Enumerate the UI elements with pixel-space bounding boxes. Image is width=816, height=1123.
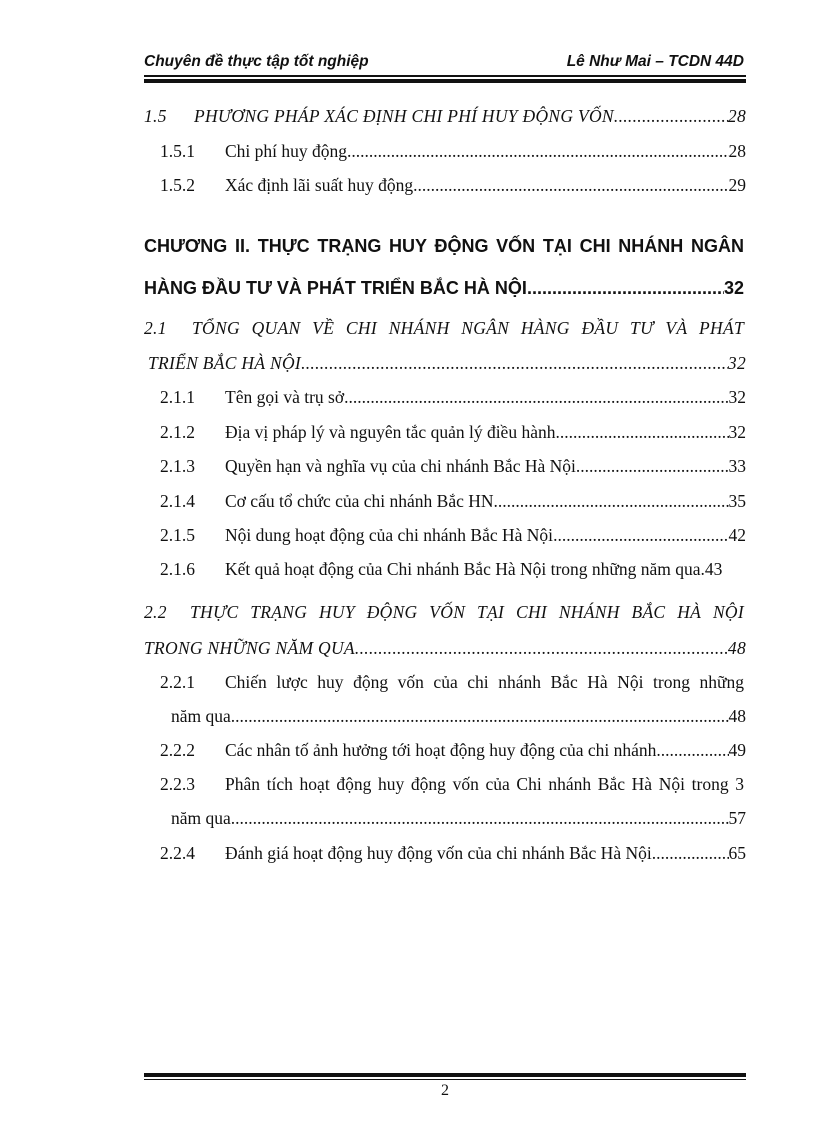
toc-number: 2.1 [144,318,167,338]
toc-title-line1: Chiến lược huy động vốn của chi nhánh Bắc Hà Nội trong những [225,672,744,692]
footer-rule-thin [144,1079,746,1080]
toc-entry-2-2-1[interactable] [144,670,746,730]
toc-entry-1-5[interactable] [144,104,746,128]
toc-number: 1.5.1 [160,141,195,161]
toc-number: 2.2.1 [160,672,195,692]
toc-leader [656,841,728,865]
toc-title-line2: năm qua [171,808,231,828]
toc-title-line2: TRONG NHỮNG NĂM QUA [144,638,355,658]
toc-entry-2-1-3[interactable] [144,454,746,478]
toc-number: 2.1.4 [160,491,195,511]
toc-title-line1: TỔNG QUAN VỀ CHI NHÁNH NGÂN HÀNG ĐẦU TƯ VÀ PHÁT [192,318,744,338]
toc-leader [494,489,729,513]
toc-entry-2-1-1[interactable] [144,385,746,409]
toc-entry-1-5-2[interactable] [144,173,746,197]
toc-page: 48 [727,638,746,658]
toc-title: Đánh giá hoạt động huy động vốn của chi nhánh Bắc Hà Nội. [225,843,657,863]
toc-leader [614,104,728,128]
toc-page: 32 [728,387,746,407]
toc-page: 28 [728,141,746,161]
toc-leader [580,454,728,478]
toc-leader [347,139,728,163]
header-left-title: Chuyên đề thực tập tốt nghiệp [144,53,369,70]
header-right-author: Lê Như Mai – TCDN 44D [566,53,744,70]
header-rule-thin [144,75,746,77]
toc-title-line2: TRIỂN BẮC HÀ NỘI [148,353,302,373]
toc-entry-2-1[interactable] [144,316,746,376]
toc-number: 2.1.1 [160,387,195,407]
toc-entry-2-1-6[interactable] [144,557,756,581]
chapter-title-line1: CHƯƠNG II. THỰC TRẠNG HUY ĐỘNG VỐN TẠI CHI NHÁNH NGÂN [144,236,744,256]
toc-entry-2-2[interactable] [144,600,746,660]
toc-title: Nội dung hoạt động của chi nhánh Bắc Hà Nội [225,525,554,545]
page-header [144,50,746,74]
toc-title-line1: THỰC TRẠNG HUY ĐỘNG VỐN TẠI CHI NHÁNH BẮC HÀ NỘI [190,602,744,622]
toc-leader [301,351,728,375]
toc-title: Các nhân tố ảnh hưởng tới hoạt động huy động của chi nhánh. [225,740,661,760]
toc-leader [560,420,729,444]
toc-entry-2-2-4[interactable] [144,841,746,865]
toc-chapter-2[interactable] [144,234,744,304]
toc-title: Chi phí huy động [225,141,348,161]
toc-page: 57 [728,808,746,828]
toc-leader [231,704,729,728]
toc-title: Cơ cấu tổ chức của chi nhánh Bắc HN [225,491,494,511]
toc-page: 32 [727,353,746,373]
toc-title: Xác định lãi suất huy động [225,175,414,195]
toc-leader [553,523,728,547]
toc-page: 28 [727,106,746,126]
toc-leader [661,738,729,762]
toc-leader [231,806,729,830]
toc-page: 29 [728,175,746,195]
toc-number: 1.5 [144,106,167,126]
toc-leader [527,276,724,300]
toc-title: Quyền hạn và nghĩa vụ của chi nhánh Bắc Hà Nội. [225,456,581,476]
toc-page: 48 [728,706,746,726]
toc-entry-2-1-2[interactable] [144,420,746,444]
toc-leader [355,636,728,660]
chapter-title-line2: HÀNG ĐẦU TƯ VÀ PHÁT TRIỂN BẮC HÀ NỘI [144,278,527,298]
toc-entry-2-2-2[interactable] [144,738,746,762]
toc-page: 49 [728,740,746,760]
toc-title-line1: Phân tích hoạt động huy động vốn của Chi nhánh Bắc Hà Nội trong 3 [225,774,744,794]
toc-page: 42 [728,525,746,545]
toc-page: 35 [728,491,746,511]
toc-page: 33 [728,456,746,476]
toc-leader [344,385,728,409]
toc-number: 2.2 [144,602,167,622]
toc-number: 2.1.5 [160,525,195,545]
toc-title: PHƯƠNG PHÁP XÁC ĐỊNH CHI PHÍ HUY ĐỘNG VỐN [194,106,614,126]
toc-number: 2.1.6 [160,559,195,579]
toc-number: 2.2.3 [160,774,195,794]
page-number: 2 [441,1082,449,1099]
toc-title: Kết quả hoạt động của Chi nhánh Bắc Hà Nội trong những năm qua.43 [225,559,723,579]
toc-number: 1.5.2 [160,175,195,195]
toc-title: Địa vị pháp lý và nguyên tắc quản lý điều hành. [225,422,560,442]
toc-number: 2.1.2 [160,422,195,442]
toc-number: 2.2.2 [160,740,195,760]
toc-entry-2-2-3[interactable] [144,772,746,832]
toc-entry-1-5-1[interactable] [144,139,746,163]
footer-rule-thick [144,1073,746,1077]
toc-page: 65 [728,843,746,863]
toc-number: 2.1.3 [160,456,195,476]
toc-entry-2-1-4[interactable] [144,489,746,513]
toc-leader [413,173,728,197]
toc-entry-2-1-5[interactable] [144,523,746,547]
toc-title-line2: năm qua [171,706,231,726]
toc-title: Tên gọi và trụ sở [225,387,345,407]
toc-page: 32 [723,278,744,298]
toc-number: 2.2.4 [160,843,195,863]
toc-page: 32 [728,422,746,442]
header-rule-thick [144,79,746,83]
